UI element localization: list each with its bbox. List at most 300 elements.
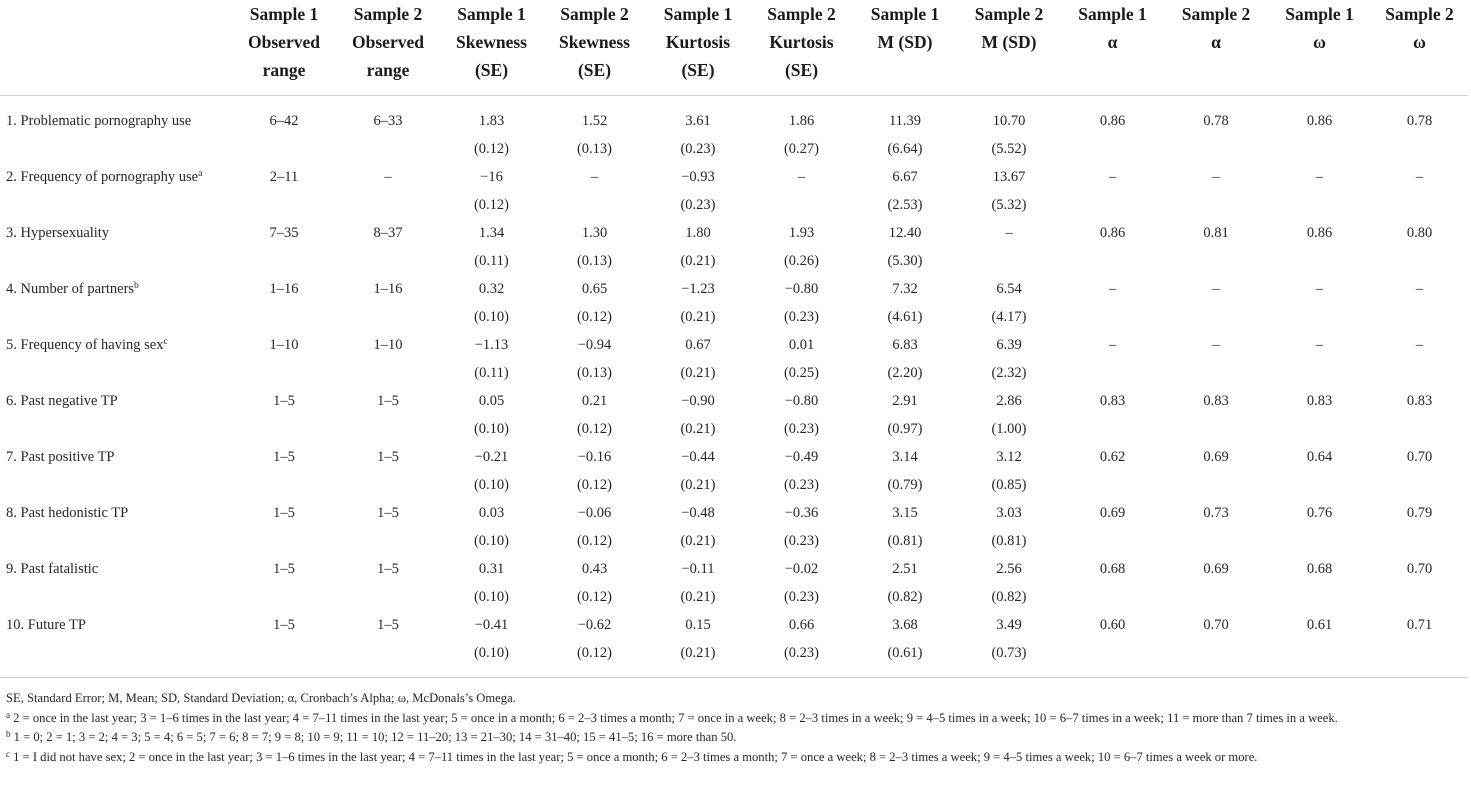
table-cell: [1268, 443, 1371, 499]
table-cell: [750, 443, 853, 499]
table-cell: [440, 499, 543, 555]
row-label-text: 7. Past positive TP: [6, 449, 115, 465]
row-label: [0, 499, 232, 555]
table-cell: [336, 275, 440, 331]
table-cell: [1164, 443, 1268, 499]
table-row: [0, 387, 1468, 443]
table-cell: [1371, 499, 1468, 555]
table-cell: [853, 96, 957, 164]
table-cell: [1061, 611, 1164, 678]
table-cell: [440, 331, 543, 387]
cell-value: –: [1315, 281, 1324, 297]
cell-standard-error: (0.23): [783, 589, 820, 605]
table-cell: [1371, 387, 1468, 443]
cell-standard-error: (0.12): [576, 533, 613, 549]
footnotes-list: [6, 709, 1466, 768]
cell-value: 0.60: [1099, 617, 1126, 633]
row-label-text: 1. Problematic pornography use: [6, 113, 192, 129]
table-cell: [646, 499, 750, 555]
table-cell: [543, 499, 646, 555]
cell-value: 0.67: [685, 337, 711, 353]
column-header-line: Sample 2: [1181, 4, 1251, 24]
table-cell: [1061, 499, 1164, 555]
table-body: [0, 96, 1468, 678]
row-label-text: 4. Number of partners: [6, 281, 135, 297]
cell-standard-error: (2.32): [991, 365, 1027, 381]
column-header-line: (SE): [474, 60, 509, 80]
cell-value: −0.80: [784, 281, 819, 297]
table-cell: [336, 387, 440, 443]
cell-value: –: [1315, 169, 1324, 185]
table-row: [0, 96, 1468, 164]
table-cell: [1164, 219, 1268, 275]
column-header-line: Sample 1: [1078, 4, 1147, 24]
table-cell: [1371, 331, 1468, 387]
cell-value: 6.39: [996, 337, 1022, 353]
column-header: [440, 0, 543, 96]
column-header-line: ω: [1313, 32, 1326, 52]
table-cell: [957, 219, 1061, 275]
table-cell: [232, 275, 336, 331]
cell-value: 1.80: [685, 225, 711, 241]
column-header: [1268, 0, 1371, 96]
cell-value: 2.86: [996, 393, 1022, 409]
table-cell: [646, 275, 750, 331]
cell-value: 0.62: [1099, 449, 1126, 465]
cell-value: 6.83: [892, 337, 918, 353]
cell-value: 1–5: [273, 449, 295, 465]
table-cell: [957, 387, 1061, 443]
table-cell: [853, 163, 957, 219]
cell-standard-error: (0.23): [783, 477, 820, 493]
cell-standard-error: (0.25): [783, 365, 820, 381]
table-row: [0, 163, 1468, 219]
header-row: [0, 0, 1468, 96]
cell-value: 0.32: [478, 281, 505, 297]
cell-standard-error: (0.12): [576, 645, 613, 661]
cell-value: −0.02: [784, 561, 819, 577]
cell-value: 0.66: [788, 617, 815, 633]
table-cell: [646, 331, 750, 387]
table-cell: [1164, 275, 1268, 331]
cell-standard-error: (0.23): [680, 141, 716, 157]
table-cell: [853, 275, 957, 331]
cell-value: 3.12: [996, 449, 1022, 465]
table-cell: [440, 219, 543, 275]
cell-value: 11.39: [888, 113, 922, 129]
table-row: [0, 555, 1468, 611]
cell-value: 6–33: [373, 113, 403, 129]
column-header-line: Sample 2: [1385, 4, 1454, 24]
cell-standard-error: (0.23): [783, 645, 820, 661]
cell-value: –: [1108, 281, 1117, 297]
table-cell: [336, 611, 440, 678]
table-cell: [1061, 163, 1164, 219]
table-cell: [853, 387, 957, 443]
cell-value: −0.49: [784, 449, 819, 465]
table-cell: [1371, 219, 1468, 275]
cell-standard-error: (4.17): [991, 309, 1027, 325]
cell-value: –: [1212, 281, 1220, 297]
cell-value: −0.94: [577, 337, 612, 353]
cell-value: 0.83: [1306, 393, 1333, 409]
column-header-line: Observed: [352, 32, 424, 52]
cell-value: 0.71: [1406, 617, 1433, 633]
column-header-line: ω: [1413, 32, 1426, 52]
column-header-line: Sample 2: [560, 4, 629, 24]
cell-value: 0.73: [1203, 505, 1229, 521]
footnote-mark: b: [6, 729, 11, 739]
cell-value: 2–11: [269, 169, 299, 185]
column-header: [543, 0, 646, 96]
cell-standard-error: (0.61): [887, 645, 923, 661]
cell-value: 3.03: [996, 505, 1022, 521]
table-cell: [543, 611, 646, 678]
column-header-line: Sample 1: [663, 4, 733, 24]
cell-standard-error: (0.10): [473, 421, 510, 437]
column-header-line: α: [1211, 32, 1221, 52]
column-header-line: M (SD): [981, 32, 1037, 52]
table-cell: [750, 611, 853, 678]
cell-standard-error: (5.32): [991, 197, 1027, 213]
table-cell: [232, 219, 336, 275]
table-cell: [543, 275, 646, 331]
cell-value: 1–5: [377, 393, 399, 409]
table-cell: [957, 499, 1061, 555]
cell-value: –: [384, 169, 392, 185]
footnote: [6, 748, 1466, 768]
table-cell: [1164, 96, 1268, 164]
table-cell: [853, 219, 957, 275]
table-cell: [853, 499, 957, 555]
row-label-text: 2. Frequency of pornography use: [6, 169, 199, 185]
column-header-line: Skewness: [559, 32, 630, 52]
cell-value: −0.44: [681, 449, 715, 465]
row-label: [0, 387, 232, 443]
cell-value: 1.93: [788, 225, 815, 241]
cell-standard-error: (0.21): [680, 421, 716, 437]
row-label: [0, 96, 232, 164]
column-header-line: Sample 1: [249, 4, 319, 24]
table-cell: [1268, 555, 1371, 611]
cell-value: 3.49: [996, 617, 1022, 633]
cell-standard-error: (0.12): [576, 477, 613, 493]
cell-value: 7–35: [269, 225, 299, 241]
table-cell: [957, 611, 1061, 678]
cell-value: 1.30: [581, 225, 608, 241]
table-cell: [232, 331, 336, 387]
row-label: [0, 555, 232, 611]
table-cell: [646, 96, 750, 164]
cell-standard-error: (0.23): [783, 309, 820, 325]
column-header: [1371, 0, 1468, 96]
cell-value: 0.65: [581, 281, 608, 297]
cell-value: 0.69: [1099, 505, 1126, 521]
cell-value: 1–10: [373, 337, 403, 353]
cell-standard-error: (0.12): [576, 589, 613, 605]
cell-value: 2.51: [892, 561, 918, 577]
cell-value: –: [1108, 169, 1117, 185]
table-cell: [440, 443, 543, 499]
cell-standard-error: (6.64): [887, 141, 923, 157]
row-label: [0, 331, 232, 387]
table-cell: [1371, 275, 1468, 331]
table-cell: [543, 219, 646, 275]
table-cell: [750, 499, 853, 555]
cell-value: 0.03: [478, 505, 505, 521]
table-cell: [1061, 555, 1164, 611]
cell-value: 0.70: [1406, 449, 1433, 465]
table-cell: [1061, 331, 1164, 387]
column-header: [1164, 0, 1268, 96]
column-header-line: Observed: [248, 32, 320, 52]
table-cell: [1268, 387, 1371, 443]
cell-standard-error: (0.12): [473, 141, 510, 157]
cell-standard-error: (0.97): [887, 421, 923, 437]
column-header-line: Kurtosis: [769, 32, 834, 52]
table-cell: [1371, 555, 1468, 611]
cell-standard-error: (0.12): [576, 421, 613, 437]
cell-value: 6.67: [892, 169, 918, 185]
cell-value: 0.68: [1306, 561, 1333, 577]
footnote: [6, 728, 1466, 748]
cell-value: 0.43: [581, 561, 608, 577]
cell-standard-error: (0.10): [473, 589, 510, 605]
cell-value: −0.06: [577, 505, 612, 521]
cell-standard-error: (0.82): [887, 589, 923, 605]
cell-standard-error: (0.21): [680, 533, 716, 549]
table-cell: [232, 96, 336, 164]
table-cell: [1061, 387, 1164, 443]
table-cell: [232, 387, 336, 443]
cell-value: 6.54: [996, 281, 1022, 297]
cell-value: −0.11: [681, 561, 715, 577]
table-cell: [750, 96, 853, 164]
cell-value: −0.93: [681, 169, 715, 185]
table-cell: [336, 219, 440, 275]
cell-value: −0.41: [474, 617, 509, 633]
table-cell: [1268, 275, 1371, 331]
row-label: [0, 275, 232, 331]
footnote-marker: a: [198, 169, 203, 179]
column-header-line: Sample 2: [767, 4, 836, 24]
cell-standard-error: (2.20): [887, 365, 923, 381]
cell-standard-error: (0.21): [680, 477, 716, 493]
cell-value: 1–5: [377, 449, 399, 465]
column-header: [750, 0, 853, 96]
table-cell: [1371, 443, 1468, 499]
cell-value: 6–42: [269, 113, 299, 129]
table-cell: [336, 96, 440, 164]
cell-standard-error: (0.26): [783, 253, 820, 269]
table-row: [0, 499, 1468, 555]
cell-standard-error: (0.21): [680, 309, 716, 325]
table-cell: [543, 331, 646, 387]
table-cell: [1371, 96, 1468, 164]
cell-value: 1.34: [478, 225, 505, 241]
table-cell: [543, 443, 646, 499]
column-header-line: Sample 2: [353, 4, 423, 24]
footnote-text: 1 = I did not have sex; 2 = once in the last year; 3 = 1–6 times in the last year; 4 = 7–11 times in the last year; 5 = once a month; 6 = 2–3 times a month; 7 = once a week; 8 = 2–3 times a week; 9 = 4–5 times a week; 10 = 6–7 times a week or more.: [10, 749, 1258, 764]
table-cell: [232, 163, 336, 219]
cell-standard-error: (0.81): [887, 533, 923, 549]
cell-value: 7.32: [892, 281, 918, 297]
cell-value: –: [1005, 225, 1013, 241]
table-cell: [750, 331, 853, 387]
cell-standard-error: (1.00): [991, 421, 1027, 437]
cell-standard-error: (0.11): [474, 365, 509, 381]
row-label: [0, 163, 232, 219]
cell-value: 0.83: [1099, 393, 1126, 409]
cell-value: 0.79: [1406, 505, 1433, 521]
table-cell: [440, 611, 543, 678]
table-cell: [750, 219, 853, 275]
cell-value: 1–10: [269, 337, 299, 353]
table-cell: [336, 331, 440, 387]
cell-value: 10.70: [992, 113, 1026, 129]
cell-standard-error: (0.12): [576, 309, 613, 325]
cell-value: 0.83: [1406, 393, 1433, 409]
cell-value: 1–5: [273, 561, 295, 577]
table-row: [0, 611, 1468, 678]
cell-value: 1–5: [377, 505, 399, 521]
cell-value: 0.15: [685, 617, 711, 633]
footnote-marker: c: [163, 337, 168, 347]
cell-value: 0.81: [1203, 225, 1229, 241]
table-cell: [1061, 219, 1164, 275]
row-label-text: 6. Past negative TP: [6, 393, 118, 409]
table-cell: [1268, 163, 1371, 219]
table-cell: [543, 555, 646, 611]
table-cell: [232, 443, 336, 499]
table-cell: [232, 611, 336, 678]
column-header: [232, 0, 336, 96]
column-header-line: Kurtosis: [665, 32, 731, 52]
cell-value: 0.70: [1203, 617, 1229, 633]
cell-standard-error: (0.13): [576, 365, 613, 381]
cell-value: –: [1212, 169, 1220, 185]
cell-value: 13.67: [992, 169, 1026, 185]
column-header: [646, 0, 750, 96]
cell-standard-error: (0.10): [473, 477, 510, 493]
table-cell: [750, 163, 853, 219]
cell-value: –: [590, 169, 599, 185]
cell-value: 1–5: [273, 617, 295, 633]
row-label-text: 8. Past hedonistic TP: [6, 505, 129, 521]
cell-value: 0.86: [1306, 113, 1333, 129]
table-cell: [440, 387, 543, 443]
cell-standard-error: (5.30): [887, 253, 923, 269]
table-cell: [957, 163, 1061, 219]
table-cell: [1371, 611, 1468, 678]
cell-value: –: [1415, 281, 1424, 297]
table-cell: [646, 219, 750, 275]
table-cell: [1164, 163, 1268, 219]
cell-value: 0.68: [1099, 561, 1126, 577]
cell-standard-error: (0.79): [887, 477, 923, 493]
cell-value: −0.80: [784, 393, 819, 409]
row-label-text: 5. Frequency of having sex: [6, 337, 164, 353]
cell-value: 1.83: [478, 113, 505, 129]
cell-standard-error: (0.10): [473, 309, 510, 325]
table-cell: [336, 443, 440, 499]
table-cell: [440, 96, 543, 164]
table-cell: [336, 555, 440, 611]
column-header-line: M (SD): [877, 32, 933, 52]
cell-value: −0.48: [681, 505, 715, 521]
column-header-line: α: [1107, 32, 1118, 52]
table-cell: [957, 555, 1061, 611]
table-cell: [1164, 387, 1268, 443]
cell-standard-error: (5.52): [991, 141, 1027, 157]
cell-standard-error: (0.13): [576, 141, 613, 157]
table-cell: [750, 555, 853, 611]
column-header: [853, 0, 957, 96]
cell-standard-error: (0.23): [783, 533, 820, 549]
cell-value: 1–5: [273, 505, 295, 521]
cell-standard-error: (0.73): [991, 645, 1027, 661]
column-header-line: range: [262, 60, 306, 80]
cell-value: 0.78: [1203, 113, 1229, 129]
table-cell: [1061, 275, 1164, 331]
cell-standard-error: (0.10): [473, 533, 510, 549]
cell-standard-error: (0.81): [991, 533, 1027, 549]
table-cell: [646, 163, 750, 219]
table-cell: [957, 96, 1061, 164]
column-header-line: Sample 1: [870, 4, 940, 24]
table-cell: [1268, 611, 1371, 678]
table-cell: [1061, 96, 1164, 164]
cell-standard-error: (2.53): [887, 197, 923, 213]
cell-value: 3.68: [892, 617, 918, 633]
table-cell: [853, 555, 957, 611]
column-header-line: (SE): [784, 60, 819, 80]
cell-value: 1–5: [377, 561, 399, 577]
row-label-text: 3. Hypersexuality: [6, 225, 110, 241]
cell-value: 0.61: [1306, 617, 1333, 633]
table-notes: [6, 689, 1466, 767]
cell-value: 0.70: [1406, 561, 1433, 577]
cell-value: 1–5: [273, 393, 295, 409]
cell-standard-error: (0.11): [474, 253, 509, 269]
row-label: [0, 611, 232, 678]
cell-standard-error: (0.12): [473, 197, 510, 213]
table-cell: [1164, 555, 1268, 611]
table-cell: [543, 387, 646, 443]
table-cell: [957, 275, 1061, 331]
cell-value: 12.40: [888, 225, 922, 241]
header-variable-column: [0, 0, 232, 96]
table-cell: [853, 331, 957, 387]
table-cell: [440, 163, 543, 219]
table-cell: [853, 443, 957, 499]
table-cell: [957, 443, 1061, 499]
table-cell: [646, 443, 750, 499]
cell-value: 0.69: [1203, 449, 1229, 465]
table-cell: [543, 163, 646, 219]
cell-value: 1.52: [581, 113, 608, 129]
table-row: [0, 331, 1468, 387]
footnote-mark: c: [6, 748, 10, 759]
column-header-line: (SE): [577, 60, 612, 80]
cell-value: 2.56: [996, 561, 1022, 577]
footnote: [6, 709, 1466, 729]
table-row: [0, 443, 1468, 499]
cell-value: 0.01: [788, 337, 815, 353]
cell-value: 0.31: [478, 561, 505, 577]
table-cell: [1268, 499, 1371, 555]
abbreviations-note: SE, Standard Error; M, Mean; SD, Standard Deviation; α, Cronbach’s Alpha; ω, McDonals’s Omega.: [6, 691, 516, 705]
